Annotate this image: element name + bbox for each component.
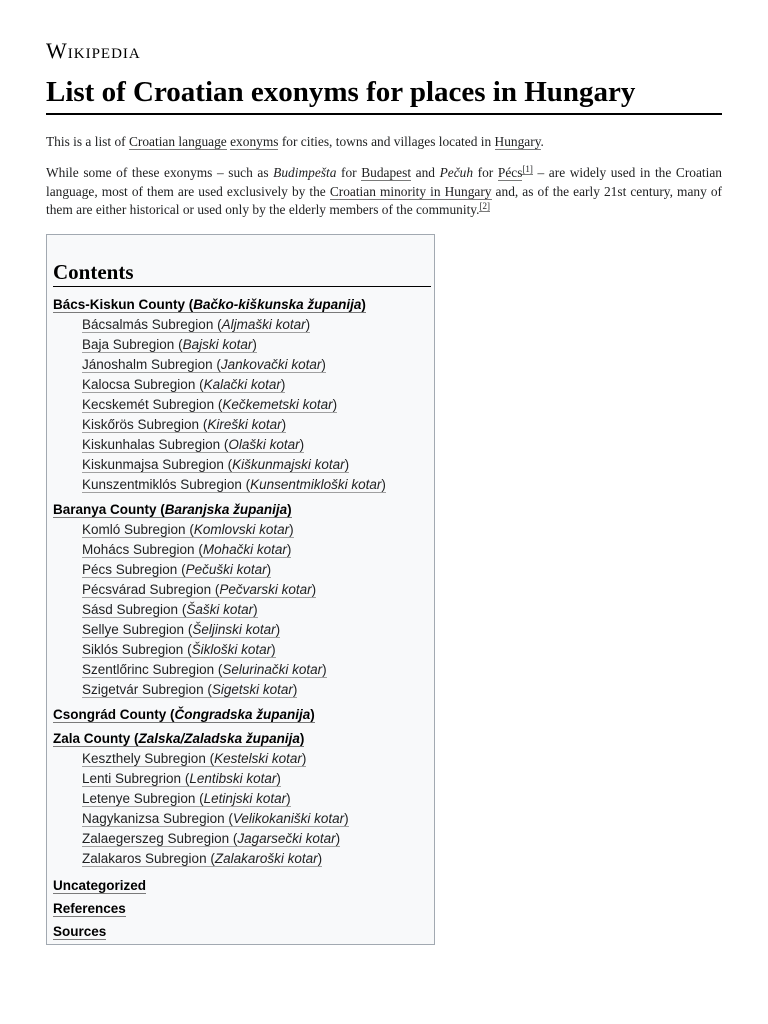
toc-item[interactable]: Szigetvár Subregion (Sigetski kotar) — [82, 682, 298, 697]
subregion-native-name: Sigetski kotar — [211, 682, 293, 697]
subregion-name: Kiskőrös Subregion — [82, 417, 200, 432]
subregion-native-name: Selurinački kotar — [222, 662, 323, 677]
intro-text-1: This is a list of — [46, 134, 129, 149]
table-of-contents — [46, 234, 435, 945]
county-name: Zala County — [53, 731, 131, 746]
subregion-name: Pécs Subregion — [82, 562, 178, 577]
toc-county-bacs-kiskun[interactable]: Bács-Kiskun County (Bačko-kiškunska županija) — [53, 297, 366, 312]
subregion-name: Mohács Subregion — [82, 542, 195, 557]
toc-item[interactable]: Letenye Subregion (Letinjski kotar) — [82, 791, 291, 806]
toc-extra-label: Uncategorized — [53, 878, 147, 893]
subregion-native-name: Bajski kotar — [182, 337, 253, 352]
subregion-native-name: Kestelski kotar — [214, 751, 302, 766]
subregion-native-name: Jankovački kotar — [220, 357, 322, 372]
toc-item[interactable]: Nagykanizsa Subregion (Velikokaniški kotar) — [82, 811, 349, 826]
subregion-native-name: Pečvarski kotar — [219, 582, 312, 597]
subregion-native-name: Pečuški kotar — [185, 562, 267, 577]
reference-1[interactable]: [1] — [522, 163, 533, 174]
toc-item[interactable]: Kiskunhalas Subregion (Olaški kotar) — [82, 437, 305, 452]
intro-text-4: . — [540, 134, 544, 149]
toc-extra-label: Sources — [53, 924, 107, 939]
toc-county-zala[interactable]: Zala County (Zalska/Zaladska županija) — [53, 731, 305, 746]
toc-item[interactable]: Komló Subregion (Komlovski kotar) — [82, 522, 294, 537]
toc-item[interactable]: Pécs Subregion (Pečuški kotar) — [82, 562, 272, 577]
subregion-name: Sásd Subregion — [82, 602, 179, 617]
subregion-name: Zalakaros Subregion — [82, 851, 207, 866]
p2-text-2: for — [336, 165, 362, 180]
p2-text-1: While some of these exonyms – such as — [46, 165, 274, 180]
p2-text-3: and — [411, 165, 440, 180]
link-hungary[interactable]: Hungary — [494, 134, 541, 149]
county-native-name: Baranjska županija — [164, 502, 288, 517]
subregion-native-name: Velikokaniški kotar — [232, 811, 345, 826]
subregion-name: Kalocsa Subregion — [82, 377, 196, 392]
toc-item[interactable]: Lenti Subregrion (Lentibski kotar) — [82, 771, 281, 786]
subregion-native-name: Šeljinski kotar — [192, 622, 276, 637]
link-budapest[interactable]: Budapest — [361, 165, 412, 180]
wikipedia-logo[interactable]: Wikipedia — [46, 38, 141, 63]
county-native-name: Zalska/Zaladska županija — [138, 731, 300, 746]
link-croatian-minority[interactable]: Croatian minority in Hungary — [329, 183, 492, 199]
subregion-name: Szigetvár Subregion — [82, 682, 204, 697]
link-pecs[interactable]: Pécs — [497, 165, 523, 180]
subregion-name: Lenti Subregrion — [82, 771, 182, 786]
subregion-name: Sellye Subregion — [82, 622, 185, 637]
subregion-name: Baja Subregion — [82, 337, 175, 352]
subregion-native-name: Jagarsečki kotar — [237, 831, 336, 846]
subregion-native-name: Aljmaški kotar — [221, 317, 306, 332]
toc-extra-label: References — [53, 901, 126, 916]
subregion-name: Kecskemét Subregion — [82, 397, 215, 412]
county-native-name: Bačko-kiškunska županija — [193, 297, 362, 312]
p2-text-6: and, as of the early 21st century, many of them are either historical or used only by the elderly members of the community. — [46, 183, 722, 217]
toc-item[interactable]: Pécsvárad Subregion (Pečvarski kotar) — [82, 582, 317, 597]
county-native-name: Čongradska županija — [174, 707, 311, 722]
subregion-native-name: Zalakaroški kotar — [214, 851, 318, 866]
subregion-native-name: Letinjski kotar — [203, 791, 287, 806]
subregion-native-name: Kiškunmajski kotar — [232, 457, 345, 472]
subregion-native-name: Kečkemetski kotar — [222, 397, 333, 412]
p2-pecuh: Pečuh — [439, 165, 474, 180]
subregion-name: Pécsvárad Subregion — [82, 582, 212, 597]
toc-item[interactable]: Sásd Subregion (Šaški kotar) — [82, 602, 258, 617]
link-exonyms[interactable]: exonyms — [230, 134, 279, 149]
intro-paragraph — [46, 133, 722, 152]
toc-item[interactable]: Baja Subregion (Bajski kotar) — [82, 337, 257, 352]
toc-item[interactable]: Bácsalmás Subregion (Aljmaški kotar) — [82, 317, 311, 332]
toc-item[interactable]: Jánoshalm Subregion (Jankovački kotar) — [82, 357, 326, 372]
p2-text-5: – are widely used in the Croatian language, most of them are used exclusively by the — [46, 165, 723, 199]
toc-item[interactable]: Zalaegerszeg Subregion (Jagarsečki kotar) — [82, 831, 341, 846]
subregion-native-name: Lentibski kotar — [189, 771, 277, 786]
subregion-native-name: Olaški kotar — [228, 437, 300, 452]
reference-2[interactable]: [2] — [479, 200, 490, 211]
subregion-native-name: Kunsentmikloški kotar — [250, 477, 382, 492]
toc-item[interactable]: Kunszentmiklós Subregion (Kunsentmikloški kotar) — [82, 477, 386, 492]
p2-text-4: for — [473, 165, 498, 180]
toc-list — [53, 295, 433, 943]
subregion-native-name: Šikloški kotar — [191, 642, 272, 657]
page-title: List of Croatian exonyms for places in Hungary — [46, 76, 722, 115]
subregion-name: Kunszentmiklós Subregion — [82, 477, 242, 492]
toc-item[interactable]: Szentlőrinc Subregion (Selurinački kotar) — [82, 662, 327, 677]
toc-county-baranya[interactable]: Baranya County (Baranjska županija) — [53, 502, 292, 517]
subregion-name: Nagykanizsa Subregion — [82, 811, 225, 826]
subregion-native-name: Kalački kotar — [203, 377, 281, 392]
subregion-name: Jánoshalm Subregion — [82, 357, 213, 372]
toc-uncategorized[interactable] — [53, 874, 433, 897]
subregion-name: Kiskunhalas Subregion — [82, 437, 221, 452]
toc-item[interactable]: Kiskunmajsa Subregion (Kiškunmajski kotar) — [82, 457, 350, 472]
subregion-name: Komló Subregion — [82, 522, 186, 537]
county-name: Csongrád County — [53, 707, 167, 722]
toc-item[interactable]: Mohács Subregion (Mohački kotar) — [82, 542, 292, 557]
toc-item[interactable]: Sellye Subregion (Šeljinski kotar) — [82, 622, 281, 637]
subregion-native-name: Kireški kotar — [207, 417, 282, 432]
county-name: Bács-Kiskun County — [53, 297, 186, 312]
toc-sources[interactable] — [53, 920, 433, 943]
subregion-name: Kiskunmajsa Subregion — [82, 457, 224, 472]
subregion-name: Letenye Subregion — [82, 791, 196, 806]
toc-item[interactable]: Siklós Subregion (Šikloški kotar) — [82, 642, 276, 657]
subregion-name: Szentlőrinc Subregion — [82, 662, 215, 677]
subregion-native-name: Šaški kotar — [186, 602, 254, 617]
toc-item[interactable]: Kalocsa Subregion (Kalački kotar) — [82, 377, 286, 392]
intro-text-3: for cities, towns and villages located in — [278, 134, 495, 149]
toc-item[interactable]: Kecskemét Subregion (Kečkemetski kotar) — [82, 397, 338, 412]
subregion-name: Keszthely Subregion — [82, 751, 206, 766]
link-croatian-language[interactable]: Croatian language — [128, 134, 227, 149]
subregion-native-name: Mohački kotar — [202, 542, 287, 557]
toc-item[interactable]: Kiskőrös Subregion (Kireški kotar) — [82, 417, 287, 432]
toc-item[interactable]: Keszthely Subregion (Kestelski kotar) — [82, 751, 307, 766]
toc-item[interactable]: Zalakaros Subregion (Zalakaroški kotar) — [82, 851, 323, 866]
toc-title: Contents — [53, 260, 431, 287]
second-paragraph — [46, 164, 722, 220]
toc-county-csongrad[interactable]: Csongrád County (Čongradska županija) — [53, 707, 315, 722]
toc-references[interactable] — [53, 897, 433, 920]
p2-budimpesta: Budimpešta — [273, 165, 337, 180]
county-name: Baranya County — [53, 502, 157, 517]
subregion-name: Siklós Subregion — [82, 642, 184, 657]
subregion-name: Zalaegerszeg Subregion — [82, 831, 230, 846]
subregion-native-name: Komlovski kotar — [193, 522, 290, 537]
subregion-name: Bácsalmás Subregion — [82, 317, 214, 332]
